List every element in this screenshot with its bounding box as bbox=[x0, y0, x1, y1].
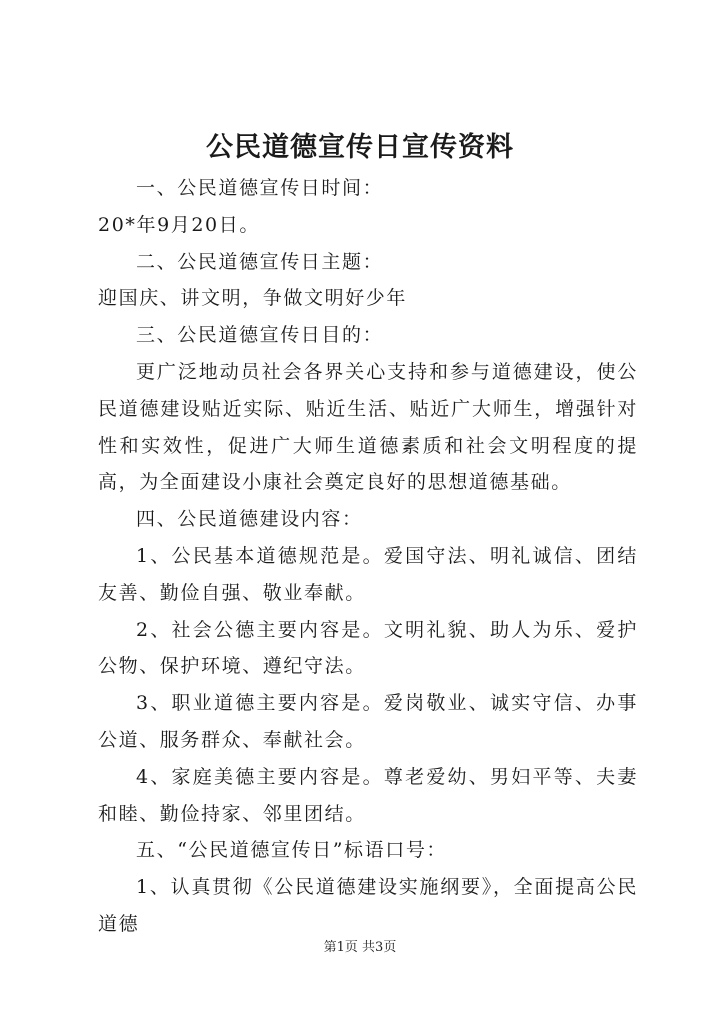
paragraph-social-ethics: 2、社会公德主要内容是。文明礼貌、助人为乐、爱护公物、保护环境、遵纪守法。 bbox=[98, 618, 638, 678]
paragraph-family-virtues: 4、家庭美德主要内容是。尊老爱幼、男妇平等、夫妻和睦、勤俭持家、邻里团结。 bbox=[98, 765, 638, 825]
paragraph-professional-ethics: 3、职业道德主要内容是。爱岗敬业、诚实守信、办事公道、服务群众、奉献社会。 bbox=[98, 692, 638, 751]
section-heading-content: 四、公民道德建设内容： bbox=[136, 508, 363, 531]
paragraph-date: 20*年9月20日。 bbox=[98, 213, 260, 236]
paragraph-slogan-1: 1、认真贯彻《公民道德建设实施纲要》，全面提高公民道德 bbox=[98, 876, 638, 935]
section-heading-theme: 二、公民道德宣传日主题： bbox=[136, 250, 384, 273]
paragraph-basic-norms: 1、公民基本道德规范是。爱国守法、明礼诚信、团结友善、勤俭自强、敬业奉献。 bbox=[98, 544, 638, 604]
paragraph-purpose: 更广泛地动员社会各界关心支持和参与道德建设，使公民道德建设贴近实际、贴近生活、贴近广大师生，增强针对性和实效性，促进广大师生道德素质和社会文明程度的提高，为全面建设小康社会奠定良好的思想道德基础。 bbox=[98, 360, 638, 494]
paragraph-theme: 迎国庆、讲文明，争做文明好少年 bbox=[98, 287, 408, 310]
section-heading-time: 一、公民道德宣传日时间： bbox=[136, 177, 384, 199]
document-body bbox=[98, 170, 638, 943]
section-heading-purpose: 三、公民道德宣传日目的： bbox=[136, 324, 384, 347]
document-title: 公民道德宣传日宣传资料 bbox=[206, 132, 514, 163]
page-footer: 第1页 共3页 bbox=[323, 940, 397, 955]
section-heading-slogans: 五、“公民道德宣传日”标语口号： bbox=[136, 839, 448, 862]
